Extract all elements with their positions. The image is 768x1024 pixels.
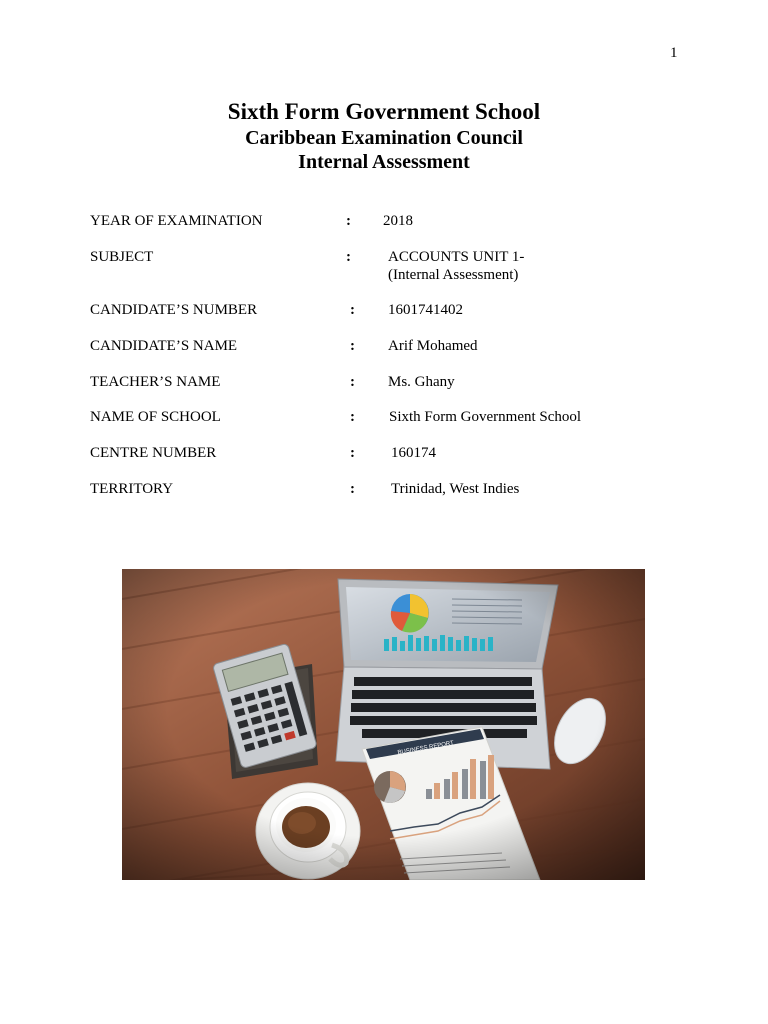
field-label: TEACHER’S NAME <box>90 374 221 390</box>
document-title <box>0 98 768 174</box>
field-colon: : <box>350 445 355 461</box>
field-colon: : <box>350 302 355 318</box>
field-colon: : <box>350 409 355 425</box>
field-colon: : <box>350 481 355 497</box>
field-colon: : <box>346 249 351 265</box>
field-label: CENTRE NUMBER <box>90 445 217 461</box>
field-value: 1601741402 <box>388 302 463 318</box>
field-label: NAME OF SCHOOL <box>90 409 221 425</box>
field-value: Sixth Form Government School <box>389 409 582 425</box>
page-number: 1 <box>670 45 678 61</box>
field-label: TERRITORY <box>90 481 174 497</box>
field-label: YEAR OF EXAMINATION <box>90 213 263 229</box>
cover-photo <box>122 569 645 880</box>
council-heading: Caribbean Examination Council <box>245 127 523 149</box>
field-value: Trinidad, West Indies <box>391 481 520 497</box>
field-value: ACCOUNTS UNIT 1- (Internal Assessment) <box>388 249 525 283</box>
field-value: Ms. Ghany <box>388 374 455 390</box>
school-name-heading: Sixth Form Government School <box>227 99 541 124</box>
field-label: SUBJECT <box>90 249 154 265</box>
assessment-heading: Internal Assessment <box>298 151 470 173</box>
field-label: CANDIDATE’S NUMBER <box>90 302 258 318</box>
field-colon: : <box>346 213 351 229</box>
field-value: Arif Mohamed <box>388 338 478 354</box>
field-label: CANDIDATE’S NAME <box>90 338 238 354</box>
field-value: 160174 <box>391 445 436 461</box>
field-colon: : <box>350 374 355 390</box>
field-colon: : <box>350 338 355 354</box>
field-value: 2018 <box>383 213 413 229</box>
